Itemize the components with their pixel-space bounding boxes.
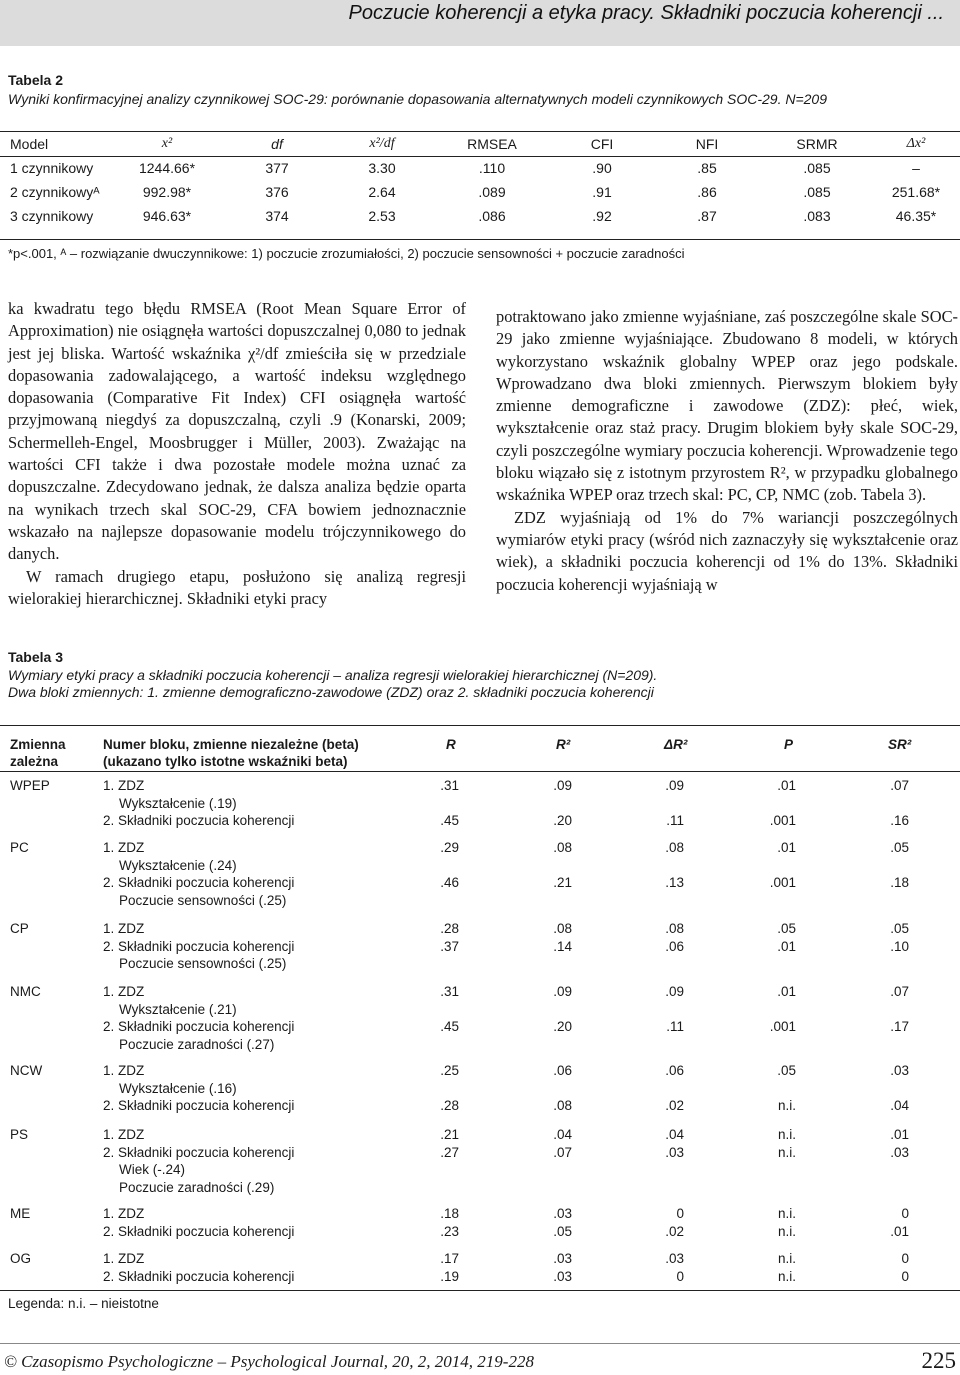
predictor-beta: Poczucie zaradności (.27): [119, 1036, 275, 1052]
stat-value: .13: [665, 875, 684, 890]
stat-value: .001: [769, 813, 796, 828]
stat-value: .08: [553, 1098, 572, 1113]
stat-value: .06: [553, 1063, 572, 1078]
table2-cell: .90: [592, 160, 612, 176]
body-paragraph: W ramach drugiego etapu, posłużono się analizą regresji wielorakiej hierarchicznej. Składniki etyki pracy: [8, 566, 466, 608]
block-label: 1. ZDZ: [103, 984, 145, 999]
stat-value: .25: [440, 1063, 459, 1078]
table2-cell: .92: [592, 208, 612, 224]
stat-value: .17: [890, 1019, 909, 1034]
table-row: [0, 204, 960, 228]
dependent-variable: CP: [10, 921, 29, 936]
table3-caption: Wymiary etyki pracy a składniki poczucia koherencji – analiza regresji wielorakiej hierarchicznej (N=209).: [8, 667, 658, 683]
stat-value: .08: [665, 921, 684, 936]
table3-bottom-rule: [0, 1290, 960, 1291]
block-list: [103, 1205, 294, 1240]
stat-value: .31: [440, 984, 459, 999]
stat-value: .45: [440, 813, 459, 828]
block-list: [103, 777, 294, 830]
stat-value: .18: [440, 1206, 459, 1221]
block-list: [103, 1250, 294, 1285]
stat-value: .28: [440, 1098, 459, 1113]
stat-value: .001: [769, 1019, 796, 1034]
table2-header-rule: [0, 156, 960, 157]
stat-value: 0: [901, 1251, 909, 1266]
block-label: 2. Składniki poczucia koherencji: [103, 813, 295, 828]
block-list: [103, 1126, 294, 1196]
block-list: [103, 1062, 294, 1115]
stat-value: .01: [890, 1127, 909, 1142]
table3-head-text: (ukazano tylko istotne wskaźniki beta): [103, 754, 348, 769]
dependent-variable: ME: [10, 1206, 31, 1221]
block-label: 2. Składniki poczucia koherencji: [103, 875, 295, 890]
stat-value: .05: [553, 1223, 572, 1239]
stat-value: n.i.: [777, 1144, 796, 1160]
table3-col-p: P: [784, 737, 794, 752]
stat-value: .09: [665, 984, 684, 999]
table2-cell: .91: [592, 184, 612, 200]
stat-value: .06: [665, 1063, 684, 1078]
stat-value: .17: [440, 1251, 459, 1266]
table3-col-r: R: [446, 737, 456, 752]
block-label: 2. Składniki poczucia koherencji: [103, 1019, 295, 1034]
stat-value: .05: [777, 1063, 796, 1078]
table2-cell: .085: [803, 184, 831, 200]
body-paragraph: potraktowano jako zmienne wyjaśniane, zaś poszczególne skale SOC-29 jako zmienne wyjaśniające. Zbudowano 8 modeli, w których wykorzystano wskaźnik globalny WPEP oraz jego podskale. Wprowadzano dwa bloki zmiennych. Pierwszym blokiem były zmienne demograficzne i zawodowe (ZDZ): płeć, wiek, wykształcenie oraz staż pracy. Drugim blokiem były skale SOC-29, czyli poszczególne wymiary poczucia koherencji. Wprowadzenie tego bloku wiązało się z istotnym przyrostem R², w przypadku globalnego wskaźnika WPEP oraz trzech skal: PC, CP, NMC (zob. Tabela 3).: [496, 307, 958, 505]
table2-col-rmsea: RMSEA: [467, 136, 517, 152]
dependent-variable: PC: [10, 840, 29, 855]
table2-caption: Wyniki konfirmacyjnej analizy czynnikowej SOC-29: porównanie dopasowania alternatywnych modeli czynnikowych SOC-29. N=209: [8, 91, 827, 107]
table2-cell: .085: [803, 160, 831, 176]
dependent-variable: NMC: [10, 984, 41, 999]
table2-cell: 2 czynnikowyᴬ: [10, 184, 100, 200]
stat-value: .05: [890, 840, 909, 855]
stat-value: .16: [890, 813, 909, 828]
table2-label: Tabela 2: [8, 72, 63, 88]
predictor-beta: Wykształcenie (.19): [119, 795, 237, 811]
stat-value: 0: [901, 1206, 909, 1221]
table2-cell: .87: [697, 208, 717, 224]
journal-citation: © Czasopismo Psychologiczne – Psychological Journal, 20, 2, 2014, 219-228: [4, 1352, 534, 1371]
stat-value: .04: [553, 1127, 572, 1142]
table3-top-rule: [0, 725, 960, 726]
table3-col-dep: [10, 736, 66, 770]
stat-value: .03: [553, 1251, 572, 1266]
table2-col-df: df: [271, 136, 283, 152]
table2-cell: 376: [265, 184, 289, 200]
table3-header-rule: [0, 771, 960, 772]
stat-value: .06: [665, 938, 684, 954]
stat-value: .07: [890, 984, 909, 999]
body-left-column: [8, 298, 466, 610]
table2-bottom-rule: [0, 239, 960, 240]
table-row: [0, 180, 960, 204]
table2-cell: .86: [697, 184, 717, 200]
stat-value: .03: [890, 1144, 909, 1160]
stat-value: .01: [777, 840, 796, 855]
stat-value: 0: [676, 1206, 684, 1221]
predictor-beta: Wykształcenie (.16): [119, 1080, 237, 1096]
stat-value: .08: [553, 921, 572, 936]
stat-value: .21: [440, 1127, 459, 1142]
stat-value: .20: [553, 813, 572, 828]
table2-note: *p<.001, ᴬ – rozwiązanie dwuczynnikowe: 1) poczucie zrozumiałości, 2) poczucie sensowności + poczucie zaradności: [8, 246, 685, 261]
block-list: [103, 920, 294, 973]
predictor-beta: Wiek (-.24): [119, 1162, 186, 1177]
stat-value: n.i.: [777, 1251, 796, 1266]
table2-col-chi2df: x²/df: [369, 136, 395, 151]
predictor-beta: Wykształcenie (.24): [119, 857, 237, 873]
stat-value: .05: [777, 921, 796, 936]
stat-value: 0: [676, 1268, 684, 1284]
body-paragraph: ka kwadratu tego błędu RMSEA (Root Mean Square Error of Approximation) nie osiągnęła wartości dopuszczalnej 0,080 to jednak jest jej bliska. Wartość wskaźnika χ²/df zmieściła się w przedziale dopasowania zadowalającego, a wartość indeksu względnego dopasowania (Comparative Fit Index) CFI osiągnęła wartość przyjmowaną niegdyś za dopuszczalną, czyli .9 (Konarski, 2009; Schermelleh-Engel, Moosbrugger i Müller, 2003). Zważając na wartości CFI także i dwa pozostałe modele można uznać za dopuszczalne. Zdecydowano jednak, że dalsza analiza będzie oparta na wynikach trzech skal SOC-29, CFA bowiem jednoznacznie wskazało na najlepsze dopasowanie modelu trójczynnikowego do danych.: [8, 299, 466, 564]
table2-cell-dash: –: [912, 160, 920, 176]
dependent-variable: NCW: [10, 1063, 43, 1078]
table2-cell: 1244.66*: [138, 160, 196, 176]
block-list: [103, 839, 294, 909]
stat-value: .28: [440, 921, 459, 936]
block-label: 2. Składniki poczucia koherencji: [103, 1098, 295, 1113]
table3-caption: Dwa bloki zmiennych: 1. zmienne demograficzno-zawodowe (ZDZ) oraz 2. składniki poczucia koherencji: [8, 684, 654, 700]
stat-value: .11: [666, 813, 684, 828]
table2-cell: 946.63*: [142, 208, 192, 224]
table2-col-model: Model: [10, 136, 49, 152]
table2-cell: 2.64: [368, 184, 396, 200]
table3-head-text: Zmienna: [10, 737, 66, 752]
stat-value: .27: [440, 1144, 459, 1160]
table3-legend: Legenda: n.i. – nieistotne: [8, 1296, 159, 1311]
block-label: 2. Składniki poczucia koherencji: [103, 1144, 295, 1160]
table2-col-srmr: SRMR: [796, 136, 838, 152]
stat-value: .09: [553, 984, 572, 999]
table3-head-text: zależna: [10, 754, 59, 769]
stat-value: n.i.: [777, 1206, 796, 1221]
table2-cell: 251.68*: [891, 184, 941, 200]
stat-value: n.i.: [777, 1098, 796, 1113]
stat-value: .10: [890, 938, 909, 954]
table-row: [0, 156, 960, 180]
stat-value: .19: [440, 1268, 459, 1284]
stat-value: .04: [890, 1098, 909, 1113]
table2-cell: 2.53: [368, 208, 396, 224]
stat-value: .03: [553, 1268, 572, 1284]
stat-value: n.i.: [777, 1268, 796, 1284]
page-number: 225: [921, 1348, 956, 1373]
stat-value: .01: [777, 984, 796, 999]
table2-cell: 377: [265, 160, 289, 176]
body-paragraph: ZDZ wyjaśniają od 1% do 7% wariancji poszczególnych wymiarów etyki pracy (wśród nich zaznaczyły się wykształcenie oraz wiek), a składniki poczucia koherencji od 1% do 13%. Składniki poczucia koherencji wyjaśniają w: [496, 507, 958, 594]
table2-header-row: [0, 132, 960, 156]
stat-value: .20: [553, 1019, 572, 1034]
block-label: 2. Składniki poczucia koherencji: [103, 1268, 295, 1284]
stat-value: .05: [890, 921, 909, 936]
block-list: [103, 983, 294, 1053]
table3-head-text: Numer bloku, zmienne niezależne (beta): [103, 737, 359, 752]
table2-cell: 3.30: [368, 160, 396, 176]
stat-value: .01: [890, 1223, 909, 1239]
block-label: 1. ZDZ: [103, 778, 145, 793]
stat-value: .02: [665, 1098, 684, 1113]
block-label: 1. ZDZ: [103, 921, 145, 936]
block-label: 2. Składniki poczucia koherencji: [103, 938, 295, 954]
stat-value: .02: [665, 1223, 684, 1239]
stat-value: .03: [665, 1251, 684, 1266]
table2-cell: 992.98*: [142, 184, 192, 200]
table3-col-r2: R²: [556, 737, 571, 752]
stat-value: .04: [665, 1127, 684, 1142]
stat-value: .08: [553, 840, 572, 855]
table2-cell: .083: [803, 208, 831, 224]
body-right-column: [496, 306, 958, 596]
stat-value: .45: [440, 1019, 459, 1034]
stat-value: 0: [901, 1268, 909, 1284]
stat-value: .37: [440, 938, 459, 954]
stat-value: .21: [553, 875, 572, 890]
stat-value: .23: [440, 1223, 459, 1239]
stat-value: .03: [553, 1206, 572, 1221]
table3-col-delta-r2: ΔR²: [664, 737, 688, 752]
table2-cell: .089: [478, 184, 506, 200]
stat-value: n.i.: [777, 1223, 796, 1239]
footer-rule: [0, 1343, 960, 1344]
table2-cell: 3 czynnikowy: [10, 208, 94, 224]
stat-value: .31: [440, 778, 459, 793]
block-label: 1. ZDZ: [103, 1251, 145, 1266]
stat-value: .09: [665, 778, 684, 793]
block-label: 2. Składniki poczucia koherencji: [103, 1223, 295, 1239]
stat-value: .18: [890, 875, 909, 890]
dependent-variable: WPEP: [10, 778, 50, 793]
stat-value: n.i.: [777, 1127, 796, 1142]
stat-value: .01: [777, 778, 796, 793]
stat-value: .09: [553, 778, 572, 793]
dependent-variable: OG: [10, 1251, 32, 1266]
stat-value: .01: [777, 938, 796, 954]
table2-col-nfi: NFI: [695, 136, 719, 152]
stat-value: .001: [769, 875, 796, 890]
stat-value: .14: [553, 938, 572, 954]
stat-value: .11: [666, 1019, 684, 1034]
block-label: 1. ZDZ: [103, 1127, 145, 1142]
table2: [0, 132, 960, 228]
table2-col-cfi: CFI: [590, 136, 614, 152]
block-label: 1. ZDZ: [103, 1206, 145, 1221]
stat-value: .03: [890, 1063, 909, 1078]
table2-cell: .110: [478, 160, 506, 176]
predictor-beta: Wykształcenie (.21): [119, 1001, 237, 1017]
table3-col-sr2: SR²: [888, 737, 912, 752]
table2-cell: 374: [265, 208, 289, 224]
block-label: 1. ZDZ: [103, 1063, 145, 1078]
stat-value: .07: [553, 1144, 572, 1160]
predictor-beta: Poczucie zaradności (.29): [119, 1179, 275, 1195]
running-title: Poczucie koherencji a etyka pracy. Składniki poczucia koherencji ...: [348, 2, 944, 24]
stat-value: .29: [440, 840, 459, 855]
stat-value: .03: [665, 1144, 684, 1160]
stat-value: .08: [665, 840, 684, 855]
predictor-beta: Poczucie sensowności (.25): [119, 956, 287, 971]
block-label: 1. ZDZ: [103, 840, 145, 855]
table2-col-chi2: x²: [161, 136, 173, 151]
dependent-variable: PS: [10, 1127, 29, 1142]
table2-cell: .85: [697, 160, 717, 176]
stat-value: .07: [890, 778, 909, 793]
table3-col-block: [103, 736, 359, 770]
table2-cell: 1 czynnikowy: [10, 160, 94, 176]
predictor-beta: Poczucie sensowności (.25): [119, 892, 287, 908]
table2-cell: 46.35*: [895, 208, 937, 224]
stat-value: .46: [440, 875, 459, 890]
table2-col-delta-chi2: Δx²: [906, 136, 926, 151]
table2-cell: .086: [478, 208, 506, 224]
table3-label: Tabela 3: [8, 649, 63, 665]
